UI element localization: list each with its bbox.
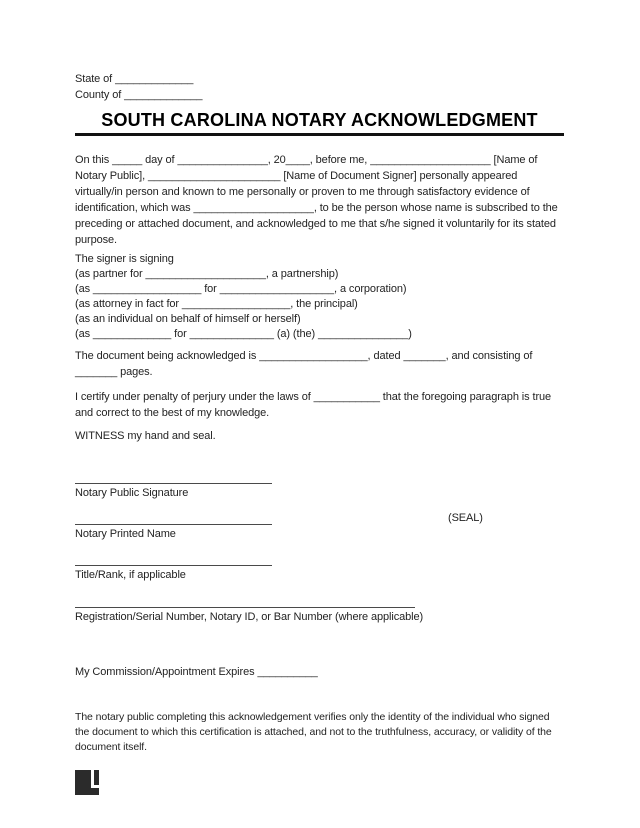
page-title: SOUTH CAROLINA NOTARY ACKNOWLEDGMENT (101, 110, 538, 130)
commission-expires-line: My Commission/Appointment Expires __________ (75, 666, 318, 678)
certify-paragraph (75, 389, 551, 421)
text-line: (as partner for ____________________, a partnership) (75, 268, 339, 280)
title-rank-label: Title/Rank, if applicable (75, 569, 186, 581)
registration-number-label: Registration/Serial Number, Notary ID, or Bar Number (where applicable) (75, 611, 424, 623)
intro-paragraph (75, 152, 558, 248)
footer-disclaimer (75, 710, 552, 755)
text-line: The notary public completing this acknowledgement verifies only the identity of the individual who signed (75, 711, 550, 723)
text-line: The signer is signing (75, 253, 174, 265)
text-line: (as attorney in fact for __________________, the principal) (75, 298, 358, 310)
text-line: the document to which this certification is attached, and not to the truthfulness, accuracy, or validity of the (75, 726, 552, 738)
text-line: The document being acknowledged is __________________, dated _______, and consisting of (75, 350, 533, 362)
text-line: purpose. (75, 234, 118, 246)
text-line: virtually/in person and known to me personally or proven to me through satisfactory evidence of (75, 186, 530, 198)
text-line: (as __________________ for ___________________, a corporation) (75, 283, 407, 295)
legaltemplates-logo (75, 770, 99, 795)
document-description-paragraph (75, 348, 532, 380)
registration-number-line (75, 607, 415, 608)
county-line: County of _____________ (75, 89, 203, 101)
text-line: _______ pages. (75, 366, 153, 378)
notary-signature-label: Notary Public Signature (75, 487, 189, 499)
text-line: identification, which was ____________________, to be the person whose name is subscribed to the (75, 202, 558, 214)
text-line: Notary Public], ______________________ [Name of Document Signer] personally appeared (75, 170, 518, 182)
title-rule (75, 133, 564, 136)
text-line: and correct to the best of my knowledge. (75, 407, 270, 419)
text-line: On this _____ day of _______________, 20____, before me, ____________________ [Name of (75, 154, 538, 166)
text-line: preceding or attached document, and acknowledged to me that s/he signed it voluntarily for its stated (75, 218, 556, 230)
signer-capacity-paragraph (75, 252, 412, 342)
text-line: I certify under penalty of perjury under the laws of ___________ that the foregoing paragraph is true (75, 391, 552, 403)
state-county-block (75, 71, 202, 103)
text-line: (as _____________ for ______________ (a) (the) _______________) (75, 328, 412, 340)
witness-line: WITNESS my hand and seal. (75, 430, 216, 442)
text-line: document itself. (75, 741, 147, 753)
notary-printed-name-line (75, 524, 272, 525)
notary-signature-line (75, 483, 272, 484)
state-line: State of _____________ (75, 73, 194, 85)
text-line: (as an individual on behalf of himself or herself) (75, 313, 301, 325)
notary-printed-name-label: Notary Printed Name (75, 528, 176, 540)
title-rank-line (75, 565, 272, 566)
seal-placeholder: (SEAL) (448, 512, 483, 524)
